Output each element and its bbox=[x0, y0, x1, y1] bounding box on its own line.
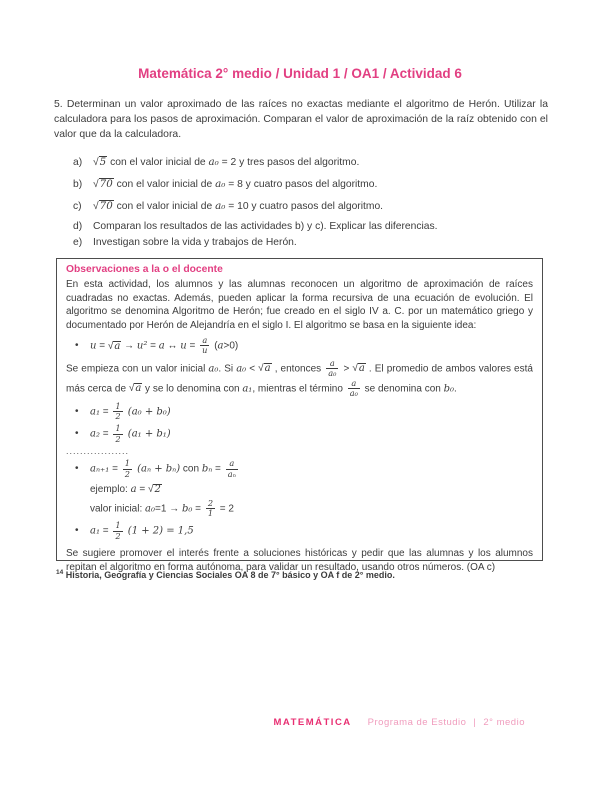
task-list bbox=[73, 155, 545, 250]
list-item bbox=[73, 199, 545, 214]
list-item-text: √70 con el valor inicial de a₀ = 10 y cuatro pasos del algoritmo. bbox=[93, 200, 384, 212]
formula-example-a1: • a₁ = $\frac{1}{2}$ (1 + 2) = 1,5 bbox=[66, 521, 533, 541]
list-item bbox=[73, 235, 545, 250]
footer-program: Programa de Estudio bbox=[367, 717, 467, 728]
list-item-text: Investigan sobre la vida y trabajos de Herón. bbox=[93, 237, 297, 248]
page-title: Matemática 2° medio / Unidad 1 / OA1 / Actividad 6 bbox=[138, 66, 462, 81]
observations-heading: Observaciones a la o el docente bbox=[66, 264, 223, 275]
list-item-label: e) bbox=[73, 237, 83, 248]
list-item-text: √5 con el valor inicial de a₀ = 2 y tres pasos del algoritmo. bbox=[93, 156, 360, 168]
list-item bbox=[73, 219, 545, 234]
list-item-text: Comparan los resultados de las actividades b) y c). Explicar las diferencias. bbox=[93, 221, 438, 232]
footnote bbox=[56, 569, 543, 580]
observations-paragraph-3: Se sugiere promover el interés frente a soluciones históricas y pedir que las alumnas y los alumnos repitan el algoritmo en forma autónoma, para validar un resultado, usando otros números. (OA c) bbox=[66, 548, 533, 573]
footer-separator: | bbox=[473, 717, 477, 728]
list-item-label: d) bbox=[73, 221, 83, 232]
formula-an-recursive: • aₙ₊₁ = $\frac{1}{2}$ (aₙ + bₙ) con bₙ = $\frac{a}{\text{aₙ}}$ bbox=[66, 459, 533, 479]
observations-paragraph-1: En esta actividad, los alumnos y las alumnas reconocen un algoritmo de aproximación de raíces cuadradas no exactas. Además, pueden aplicar la forma recursiva de una ecuación de evolución. El algoritmo se denomina Algoritmo de Herón; fue creado en el siglo IV a. C. por un matemático griego y documentado por Herón de Alejandría en el siglo I. El algoritmo se basa en la siguiente idea: bbox=[66, 279, 533, 331]
footnote-marker: 14 bbox=[56, 569, 64, 576]
list-item-label: c) bbox=[73, 201, 82, 212]
example-line-2: valor inicial: a₀=1 → b₀ = $\frac{2}{1}$ = 2 bbox=[90, 497, 234, 519]
example-line-1: ejemplo: a = √2 bbox=[90, 484, 161, 496]
footer-grade: 2° medio bbox=[483, 717, 525, 728]
footnote-text: Historia, Geografía y Ciencias Sociales OA 8 de 7° básico y OA f de 2° medio. bbox=[63, 570, 395, 580]
list-item-label: b) bbox=[73, 179, 83, 190]
page-footer bbox=[274, 717, 525, 728]
formula-a2: • a₂ = $\frac{1}{2}$ (a₁ + b₁) bbox=[66, 424, 533, 444]
list-item-text: √70 con el valor inicial de a₀ = 8 y cuatro pasos del algoritmo. bbox=[93, 178, 378, 190]
ellipsis-line: .................. bbox=[66, 446, 130, 457]
footer-brand: MATEMÁTICA bbox=[273, 717, 352, 728]
formula-a1: • a₁ = $\frac{1}{2}$ (a₀ + b₀) bbox=[66, 402, 533, 422]
list-item bbox=[73, 177, 545, 192]
activity-intro-paragraph: 5. Determinan un valor aproximado de las raíces no exactas mediante el algoritmo de Herón. Utilizar la calculadora para los pasos de aproximación. Comparan el valor de aproximación de la raíz obtenido con el valor que da la calculadora. bbox=[54, 99, 548, 140]
list-item-label: a) bbox=[73, 157, 83, 168]
list-item bbox=[73, 155, 545, 170]
heron-identity-formula: • u = √a → u² = a ↔ u = $\frac{a}{u}$ (a>0) bbox=[66, 336, 533, 356]
observations-paragraph-2: Se empieza con un valor inicial a₀. Si a₀ < √a , entonces $\frac{a}{\text{a₀}}$ > √a . El promedio de ambos valores está más cerca de √a y se lo denomina con a₁, mientras el término $\frac{a}{\text{a₀}}$ se denomina con b₀. bbox=[66, 357, 533, 399]
